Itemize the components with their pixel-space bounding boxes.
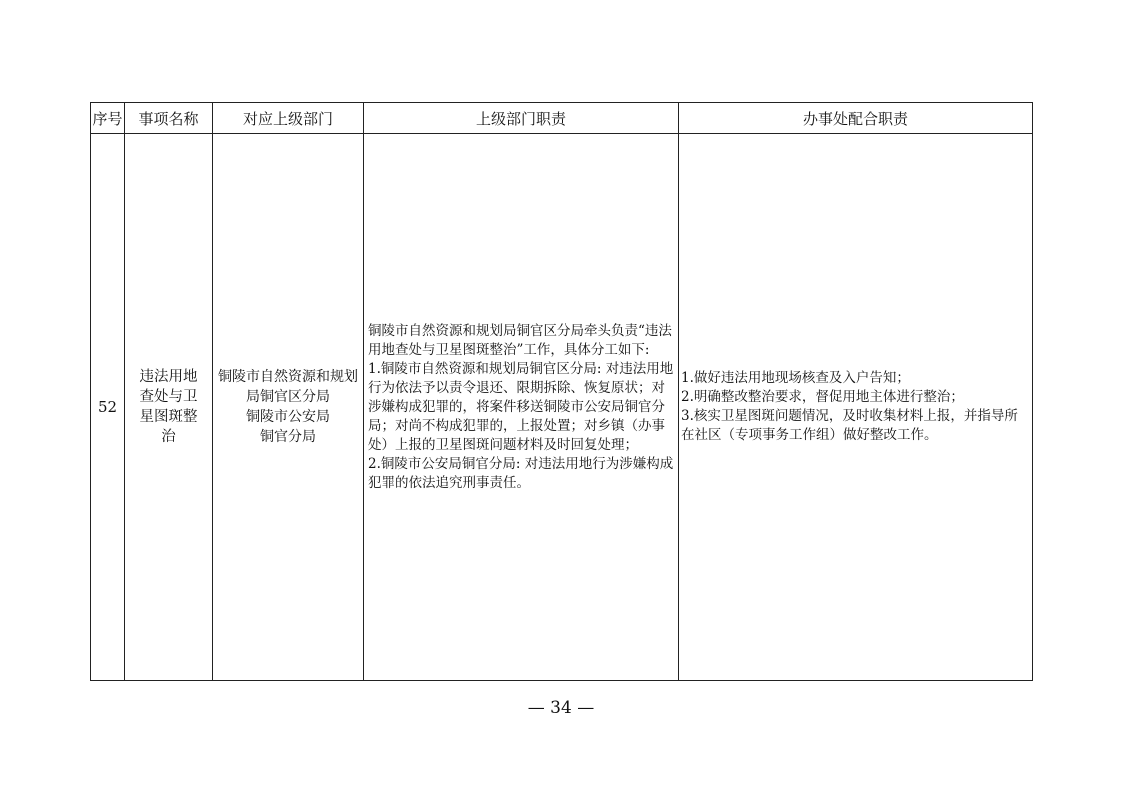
row-departments-cell [213,134,364,681]
cooperation-item: 3.核实卫星图斑问题情况，及时收集材料上报，并指导所在社区（专项事务工作组）做好整改工作。 [681,408,1018,443]
department-line: 铜陵市自然资源和规划局铜官区分局 [218,369,358,405]
row-superior-duties [364,322,678,493]
header-superior-department: 对应上级部门 [213,103,364,134]
header-seq: 序号 [91,103,125,134]
table-row [91,134,1033,681]
page-number: — 34 — [527,698,595,718]
duty-paragraph: 1.铜陵市自然资源和规划局铜官区分局: 对违法用地行为依法予以责令退还、限期拆除、恢复原状；对涉嫌构成犯罪的，将案件移送铜陵市公安局铜官分局；对尚不构成犯罪的，上报处置；对乡镇（办事处）上报的卫星图斑问题材料及时回复处理； [368,360,674,453]
row-item-name-cell [125,134,213,681]
row-item-name: 违法用地查处与卫星图斑整治 [139,369,198,445]
header-superior-duties: 上级部门职责 [364,103,679,134]
cooperation-item: 1.做好违法用地现场核查及入户告知； [681,370,910,386]
department-line: 铜陵市公安局 [246,409,330,425]
header-office-cooperation: 办事处配合职责 [679,103,1033,134]
header-item-name: 事项名称 [125,103,213,134]
duty-paragraph: 铜陵市自然资源和规划局铜官区分局牵头负责“违法用地查处与卫星图斑整治”工作，具体分工如下: [368,322,672,358]
row-departments [213,367,363,447]
duty-table [90,102,1033,681]
row-office-cooperation [679,369,1032,445]
table-header-row [91,103,1033,134]
row-superior-duties-cell [364,134,679,681]
cooperation-item: 2.明确整改整治要求，督促用地主体进行整治； [681,389,964,405]
row-seq: 52 [91,134,125,681]
duty-paragraph: 2.铜陵市公安局铜官分局: 对违法用地行为涉嫌构成犯罪的依法追究刑事责任。 [368,455,674,491]
row-office-cooperation-cell [679,134,1033,681]
department-line: 铜官分局 [260,429,316,445]
